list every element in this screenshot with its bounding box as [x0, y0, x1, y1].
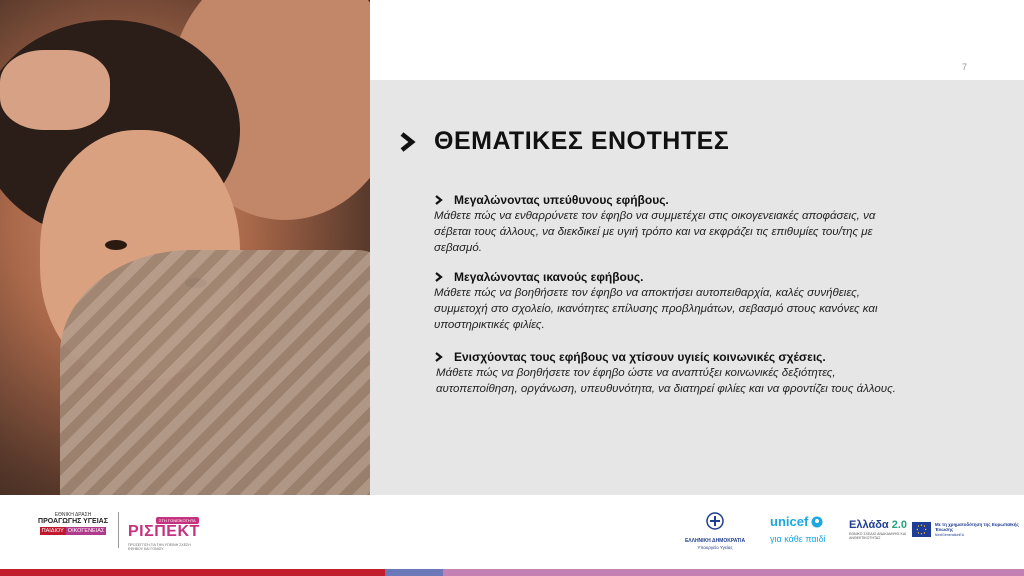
logo-slogan: για κάθε παιδί: [770, 534, 826, 544]
greece-2-0-logo: [849, 519, 909, 540]
logo-tags: [36, 527, 110, 535]
logo-name-row: [849, 519, 909, 531]
logo-subtitle: ΕΘΝΙΚΟ ΣΧΕΔΙΟ ΑΝΑΚΑΜΨΗΣ ΚΑΙ ΑΝΘΕΚΤΙΚΟΤΗΤΑΣ: [849, 532, 907, 540]
logo-name: unicef: [770, 514, 809, 529]
logo-line: Υπουργείο Υγείας: [697, 545, 733, 550]
logo-divider: [118, 512, 119, 548]
logo-name-row: [770, 514, 826, 529]
logo-tag: ΣΤΗ ΓΟΝΕΪΚΟΤΗΤΑ: [156, 517, 199, 524]
chevron-bullet-icon: [434, 352, 444, 362]
logo-line: Με τη χρηματοδότηση της Ευρωπαϊκής Ένωσης: [934, 522, 1019, 532]
slide-title-row: [398, 127, 729, 156]
topic-heading-row: [434, 193, 904, 207]
eu-flag-icon: [912, 522, 931, 537]
topic-item: [434, 193, 904, 256]
logo-tag: ΟΙΚΟΓΕΝΕΙΑΣ: [67, 528, 105, 534]
unicef-logo: [770, 514, 826, 544]
logo-name: ΡΙΣΠΕΚΤ: [128, 523, 200, 540]
page-number: 7: [962, 62, 968, 72]
logo-line: ΕΛΛΗΝΙΚΗ ΔΗΜΟΚΡΑΤΙΑ: [684, 538, 746, 544]
logo-name: Ελλάδα: [849, 519, 889, 531]
footer-bar-red: [0, 569, 385, 576]
photo-eye: [105, 240, 127, 250]
topic-heading: Μεγαλώνοντας ικανούς εφήβους.: [454, 270, 644, 284]
logo-subtitle: ΠΡΟΣΕΓΓΙΣΗ ΓΙΑ ΤΗΝ ΥΓΙΕΙΝΗ ΣΧΕΣΗ ΕΦΗΒΟΥ ΚΑΙ ΓΟΝΙΟΥ: [128, 543, 191, 551]
topic-description: Μάθετε πώς να ενθαρρύνετε τον έφηβο να συμμετέχει στις οικογενειακές αποφάσεις, να σέβεται τους άλλους, να διεκδικεί με υγιή τρόπο και να εκφράζει τις επιθυμίες του/της με σεβασμό.: [434, 210, 876, 254]
topic-heading: Ενισχύοντας τους εφήβους να χτίσουν υγιείς κοινωνικές σχέσεις.: [454, 350, 826, 364]
logo-version: 2.0: [891, 519, 907, 531]
hero-photo: [0, 0, 370, 495]
topic-item: [434, 270, 904, 333]
chevron-right-icon: [398, 131, 420, 153]
footer-bar-blue: [385, 569, 443, 576]
greek-emblem-icon: [706, 512, 724, 530]
topic-description: Μάθετε πώς να βοηθήσετε τον έφηβο ώστε να αναπτύξει κοινωνικές δεξιότητες, αυτοπεποίθηση, οργάνωση, υπευθυνότητα, να διατηρεί φιλίες και να φροντίζει τους άλλους.: [436, 367, 896, 395]
health-promotion-logo: [36, 512, 110, 535]
logo-line: NextGenerationEU: [934, 533, 965, 537]
footer-bar-pink: [443, 569, 1024, 576]
eu-text: [935, 522, 1024, 537]
slide-title: ΘΕΜΑΤΙΚΕΣ ΕΝΟΤΗΤΕΣ: [434, 127, 730, 155]
topic-heading-row: [434, 270, 904, 284]
topic-description: Μάθετε πώς να βοηθήσετε τον έφηβο να αποκτήσει αυτοπειθαρχία, καλές συνήθειες, συμμετοχή στο σχολείο, ικανότητες επίλυσης προβλημάτων, σεβασμό στους κανόνες και υποστηρικτικές φιλίες.: [434, 287, 878, 331]
hellenic-republic-logo: [680, 512, 750, 550]
chevron-bullet-icon: [434, 195, 444, 205]
topic-heading: Μεγαλώνοντας υπεύθυνους εφήβους.: [454, 193, 669, 207]
chevron-bullet-icon: [434, 272, 444, 282]
logo-line: ΠΡΟΑΓΩΓΗΣ ΥΓΕΙΑΣ: [38, 518, 108, 525]
eu-funding-logo: [912, 522, 1024, 537]
logo-tag: ΠΑΙΔΙΟΥ: [41, 528, 64, 534]
globe-icon: [811, 516, 823, 528]
photo-sweater: [60, 250, 370, 495]
topic-heading-row: [434, 350, 904, 364]
topic-item: [434, 350, 904, 397]
logo-line: ΕΘΝΙΚΗ ΔΡΑΣΗ: [54, 512, 92, 518]
photo-hand: [0, 50, 110, 130]
